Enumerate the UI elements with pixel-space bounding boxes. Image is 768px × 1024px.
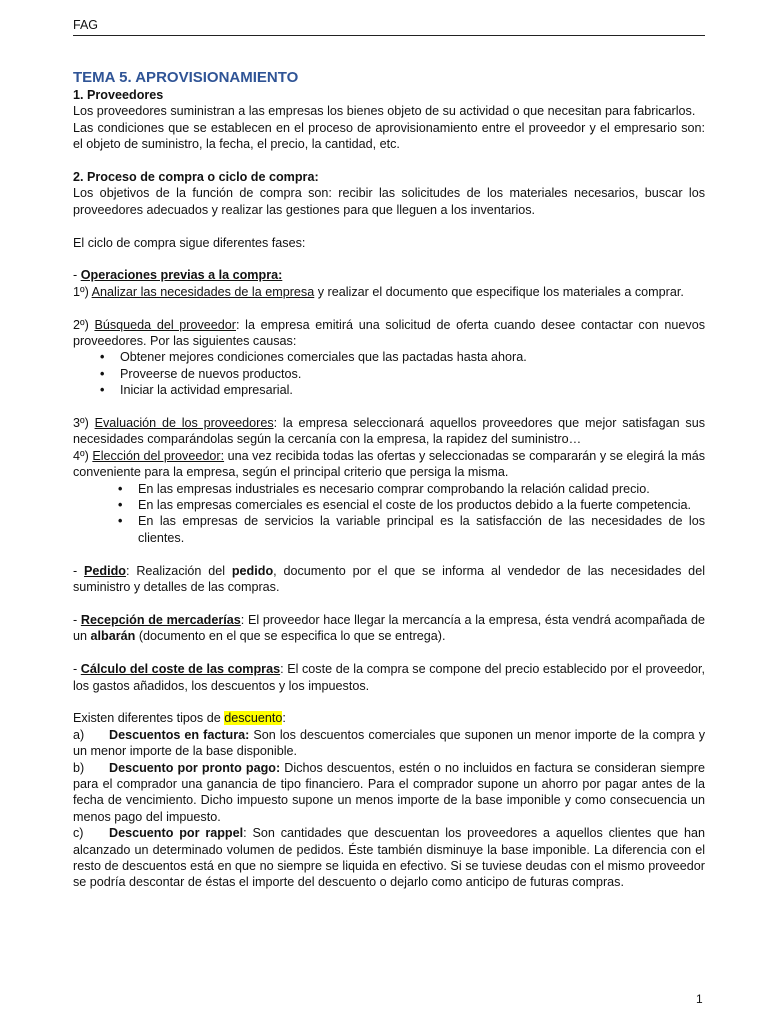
list-item: • Proveerse de nuevos productos. bbox=[100, 366, 302, 381]
pedido-paragraph: - Pedido: Realización del pedido, documento por el que se informa al vendedor de las necesidades del suministro y detalles de las compras. bbox=[73, 563, 705, 595]
paragraph: Los objetivos de la función de compra son: recibir las solicitudes de los materiales necesarios, buscar los proveedores adecuados y realizar las gestiones para que lleguen a los inventarios. bbox=[73, 186, 705, 217]
page-number: 1 bbox=[696, 992, 703, 1006]
highlighted-term: descuento bbox=[224, 711, 283, 726]
paragraph: Los proveedores suministran a las empresas los bienes objeto de su actividad o que necesitan para fabricarlos. bbox=[73, 104, 696, 119]
list-item: • En las empresas de servicios la variable principal es la satisfacción de las necesidades de los clientes. bbox=[118, 514, 705, 545]
document-title: TEMA 5. APROVISIONAMIENTO bbox=[73, 69, 299, 86]
list-item: • En las empresas comerciales es esencial el coste de los productos debido a la fuerte competencia. bbox=[118, 498, 692, 513]
paragraph: El ciclo de compra sigue diferentes fases: bbox=[73, 235, 306, 250]
causes-list bbox=[73, 349, 705, 398]
phase-1: 1º) Analizar las necesidades de la empresa y realizar el documento que especifique los materiales a comprar. bbox=[73, 284, 684, 299]
phase-3: 3º) Evaluación de los proveedores: la empresa seleccionará aquellos proveedores que mejor satisfagan sus necesidades comparándolas según la cercanía con la empresa, la rapidez del suministro… bbox=[73, 416, 705, 447]
criteria-list bbox=[73, 481, 705, 547]
phase-2: 2º) Búsqueda del proveedor: la empresa emitirá una solicitud de oferta cuando desee contactar con nuevos proveedores. Por las siguientes causas: bbox=[73, 317, 705, 349]
descuento-item-a: a) Descuentos en factura: Son los descuentos comerciales que suponen un menor importe de la compra y un menor importe de la base disponible. bbox=[73, 727, 705, 759]
document-body bbox=[73, 68, 705, 891]
phase-4: 4º) Elección del proveedor: una vez recibida todas las ofertas y seleccionadas se compararán y se elegirá la más conveniente para la empresa, según el principal criterio que persiga la misma. bbox=[73, 448, 706, 480]
list-item: • Obtener mejores condiciones comerciales que las pactadas hasta ahora. bbox=[100, 350, 527, 365]
header-divider bbox=[73, 35, 705, 36]
calculo-paragraph: - Cálculo del coste de las compras: El coste de la compra se compone del precio establecido por el proveedor, los gastos añadidos, los descuentos y los impuestos. bbox=[73, 662, 705, 693]
descuento-item-b: b) Descuento por pronto pago: Dichos descuentos, estén o no incluidos en factura se consideran siempre para el comprador una ganancia de tipo financiero. Para el comprador supone un ahorro por pagar antes de la fecha de vencimiento. Dicho impuesto supone un menos importe de la base imponible y como consecuencia un menos pago del impuesto. bbox=[73, 760, 705, 824]
page-header: FAG bbox=[73, 18, 99, 32]
list-item: • En las empresas industriales es necesario comprar comprobando la relación calidad precio. bbox=[118, 481, 650, 496]
section-heading-ciclo-compra: 2. Proceso de compra o ciclo de compra: bbox=[73, 170, 319, 185]
paragraph: Las condiciones que se establecen en el proceso de aprovisionamiento entre el proveedor y el empresario son: el objeto de suministro, la fecha, el precio, la cantidad, etc. bbox=[73, 120, 705, 152]
descuentos-intro: Existen diferentes tipos de descuento: bbox=[73, 711, 286, 726]
recepcion-paragraph: - Recepción de mercaderías: El proveedor hace llegar la mercancía a la empresa, ésta vendrá acompañada de un albarán (documento en el que se especifica lo que se entrega). bbox=[73, 612, 705, 644]
list-item: • Iniciar la actividad empresarial. bbox=[100, 383, 293, 398]
descuento-item-c: c) Descuento por rappel: Son cantidades que descuentan los proveedores a aquellos clientes que han alcanzado un determinado volumen de pedidos. Éste también disminuye la base imponible. La diferencia con el resto de descuentos está en que no siempre se liquida en efectivo. Si se tuviese deudas con el mismo proveedor se podría descontar de éstas el importe del descuento o dejarlo como anticipo de futuras compras. bbox=[73, 826, 705, 890]
subheading-operaciones-previas: - Operaciones previas a la compra: bbox=[73, 268, 283, 283]
section-heading-proveedores: 1. Proveedores bbox=[73, 88, 164, 102]
